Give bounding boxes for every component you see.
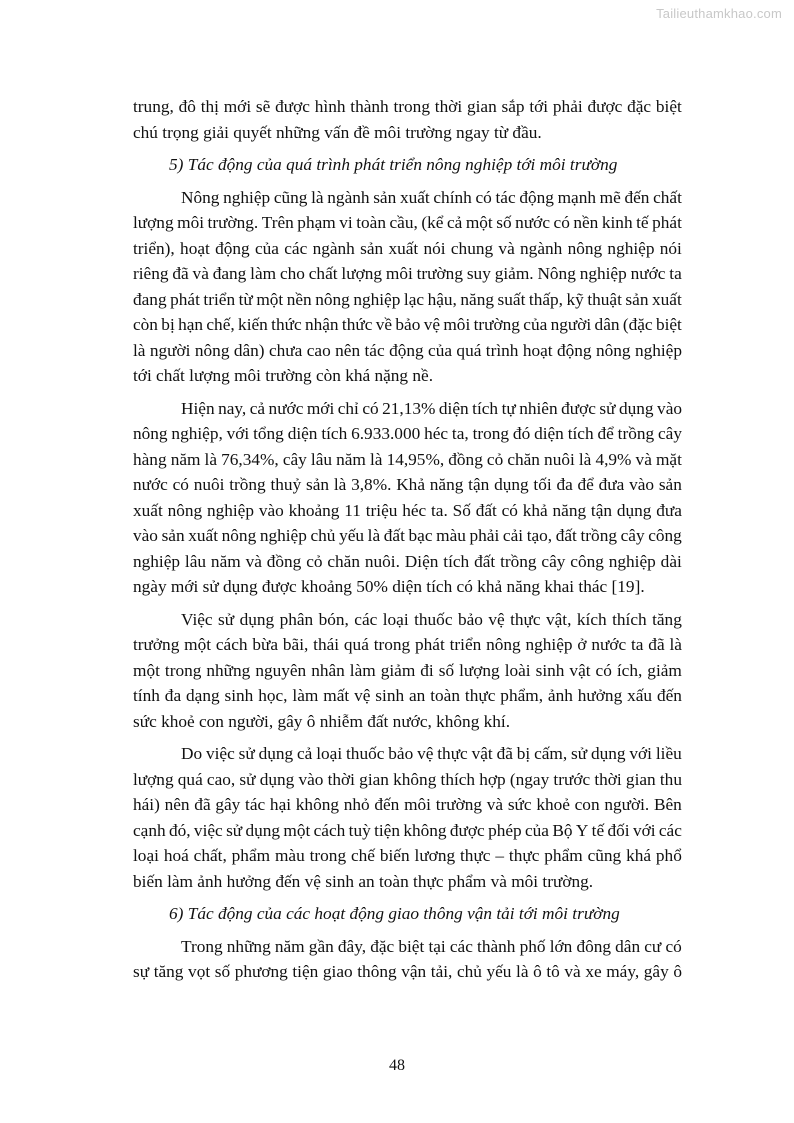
text-line: xuất nông nghiệp vào khoảng 11 triệu héc ta. Số đất có khả năng tận dụng đưa — [133, 500, 682, 520]
text-line: cạnh đó, việc sử dụng một cách tuỳ tiện không được phép của Bộ Y tế đối với các — [133, 820, 682, 840]
text-line: tính đa dạng sinh học, làm mất vệ sinh an toàn thực phẩm, ảnh hưởng xấu đến — [133, 686, 682, 705]
text-line: Do việc sử dụng cả loại thuốc bảo vệ thực vật đã bị cấm, sử dụng với liều — [181, 744, 682, 763]
paragraph-agriculture-intro — [133, 185, 682, 389]
text-line: nông nghiệp, với tổng diện tích 6.933.000 héc ta, trong đó diện tích để trồng cây — [133, 424, 682, 443]
text-line: còn bị hạn chế, kiến thức nhận thức về bảo vệ môi trường của người dân (đặc biệt — [133, 315, 682, 334]
text-line: lượng quá cao, sử dụng vào thời gian không thích hợp (ngay trước thời gian thu — [133, 769, 682, 789]
text-line: Trong những năm gần đây, đặc biệt tại các thành phố lớn đông dân cư có — [181, 936, 682, 956]
text-line: Nông nghiệp cũng là ngành sản xuất chính có tác động mạnh mẽ đến chất — [181, 187, 682, 207]
text-line: hàng năm là 76,34%, cây lâu năm là 14,95%, đồng cỏ chăn nuôi là 4,9% và mặt — [133, 449, 682, 469]
text-line: biến làm ảnh hưởng đến vệ sinh an toàn thực phẩm và môi trường. — [133, 871, 594, 891]
paragraph-pesticide-use — [133, 741, 682, 894]
paragraph-continuation — [133, 94, 682, 145]
paragraph-fertilizer-use — [133, 607, 682, 735]
watermark: Tailieuthamkhao.com — [656, 6, 782, 21]
text-line: là người nông dân) chưa cao nên tác động của quá trình hoạt động nông nghiệp — [133, 340, 682, 360]
text-line: trưởng một cách bừa bãi, thái quá trong phát triển nông nghiệp ở nước ta đã là — [133, 635, 682, 654]
text-line: nghiệp lâu năm và đồng cỏ chăn nuôi. Diện tích đất trồng cây công nghiệp dài — [133, 551, 682, 571]
text-line: ngày mới sử dụng được khoảng 50% diện tích có khả năng khai thác [19]. — [133, 577, 645, 596]
text-line: đang phát triển từ một nền nông nghiệp lạc hậu, năng suất thấp, kỹ thuật sản xuất — [133, 289, 682, 309]
text-line: hái) nên đã gây tác hại không nhỏ đến môi trường và sức khoẻ con người. Bên — [133, 795, 682, 814]
text-line: sức khoẻ con người, gây ô nhiễm đất nước, không khí. — [133, 711, 511, 731]
text-line: sự tăng vọt số phương tiện giao thông vận tải, chủ yếu là ô tô và xe máy, gây ô — [133, 962, 682, 981]
text-line: Hiện nay, cả nước mới chỉ có 21,13% diện tích tự nhiên được sử dụng vào — [181, 398, 682, 418]
text-line: Việc sử dụng phân bón, các loại thuốc bảo vệ thực vật, kích thích tăng — [181, 609, 682, 629]
text-line: loại hoá chất, phẩm màu trong chế biến lương thực – thực phẩm cũng khá phổ — [133, 846, 682, 865]
text-line: chú trọng giải quyết những vấn đề môi trường ngay từ đầu. — [133, 122, 542, 142]
text-line: trung, đô thị mới sẽ được hình thành trong thời gian sắp tới phải được đặc biệt — [133, 97, 682, 116]
text-line: một trong những nguyên nhân làm giảm đi số lượng loài sinh vật có ích, giảm — [133, 660, 682, 680]
text-line: riêng đã và đang làm cho chất lượng môi trường suy giảm. Nông nghiệp nước ta — [133, 264, 682, 283]
paragraph-transport — [133, 934, 682, 985]
section-heading-5: 5) Tác động của quá trình phát triển nông nghiệp tới môi trường — [169, 155, 618, 174]
text-line: tới chất lượng môi trường còn khá nặng nề. — [133, 366, 434, 385]
text-line: nước có nuôi trồng thuỷ sản là 3,8%. Khả năng tận dụng tối đa để đưa vào sản — [133, 475, 682, 494]
text-line: triển), hoạt động của các ngành sản xuất nói chung và ngành nông nghiệp nói — [133, 238, 682, 258]
section-heading-6: 6) Tác động của các hoạt động giao thông vận tải tới môi trường — [169, 904, 620, 923]
paragraph-land-statistics — [133, 396, 682, 600]
page-number: 48 — [389, 1057, 405, 1074]
text-line: lượng môi trường. Trên phạm vi toàn cầu, (kể cả một số nước có nền kinh tế phát — [133, 213, 682, 232]
text-line: vào sản xuất nông nghiệp chủ yếu là đất bạc màu phải cải tạo, đất trồng cây công — [133, 526, 682, 545]
document-page — [133, 94, 682, 992]
